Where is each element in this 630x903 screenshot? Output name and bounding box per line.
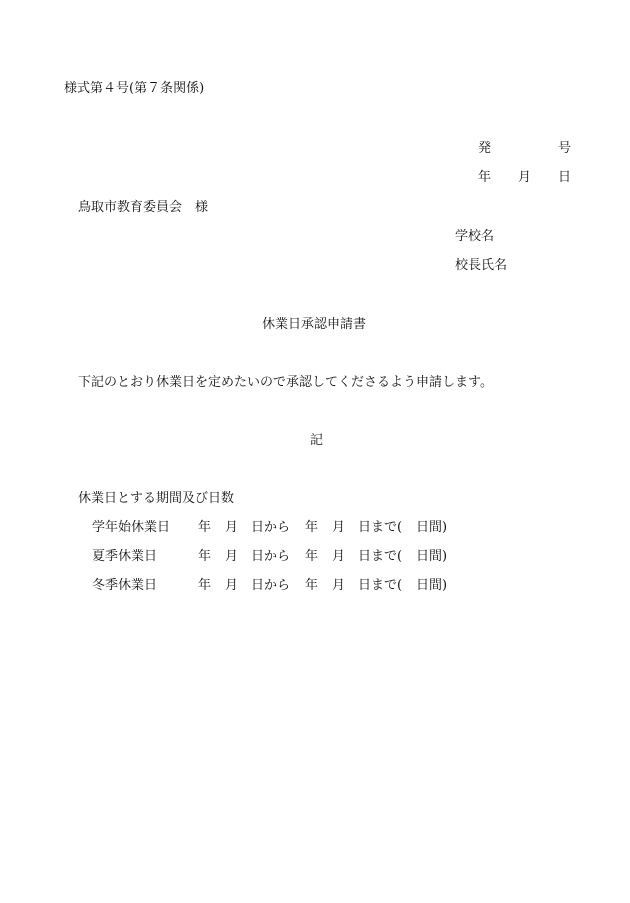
end-month-label: 月 xyxy=(332,520,346,535)
days-label: 日間) xyxy=(416,549,448,564)
addressee: 鳥取市教育委員会 様 xyxy=(78,200,209,215)
period-row xyxy=(0,550,630,566)
date-month-label: 月 xyxy=(518,170,532,185)
end-year-label: 年 xyxy=(305,549,319,564)
end-year-label: 年 xyxy=(305,520,319,535)
start-year-label: 年 xyxy=(198,578,212,593)
period-row xyxy=(0,579,630,595)
end-day-until-label: 日まで( xyxy=(358,549,403,564)
date-year-label: 年 xyxy=(478,170,492,185)
date-day-label: 日 xyxy=(558,170,572,185)
issue-go-label: 号 xyxy=(558,141,572,156)
end-year-label: 年 xyxy=(305,578,319,593)
ki-heading: 記 xyxy=(310,433,324,448)
form-number: 様式第４号(第７条関係) xyxy=(64,81,205,96)
period-label: 学年始休業日 xyxy=(92,520,171,535)
end-day-until-label: 日まで( xyxy=(358,578,403,593)
start-year-label: 年 xyxy=(198,520,212,535)
section-heading: 休業日とする期間及び日数 xyxy=(78,491,235,506)
end-day-until-label: 日まで( xyxy=(358,520,403,535)
school-name-label: 学校名 xyxy=(455,229,495,244)
end-month-label: 月 xyxy=(332,549,346,564)
days-label: 日間) xyxy=(416,578,448,593)
period-label: 夏季休業日 xyxy=(92,549,158,564)
start-month-label: 月 xyxy=(225,549,239,564)
principal-name-label: 校長氏名 xyxy=(455,258,508,273)
start-month-label: 月 xyxy=(225,578,239,593)
issue-hatsu-label: 発 xyxy=(478,141,492,156)
end-month-label: 月 xyxy=(332,578,346,593)
period-row xyxy=(0,521,630,537)
start-month-label: 月 xyxy=(225,520,239,535)
days-label: 日間) xyxy=(416,520,448,535)
document-title: 休業日承認申請書 xyxy=(262,317,367,332)
start-day-from-label: 日から xyxy=(251,549,291,564)
start-day-from-label: 日から xyxy=(251,520,291,535)
start-day-from-label: 日から xyxy=(251,578,291,593)
period-label: 冬季休業日 xyxy=(92,578,158,593)
start-year-label: 年 xyxy=(198,549,212,564)
request-statement: 下記のとおり休業日を定めたいので承認してくださるよう申請します。 xyxy=(78,375,493,390)
